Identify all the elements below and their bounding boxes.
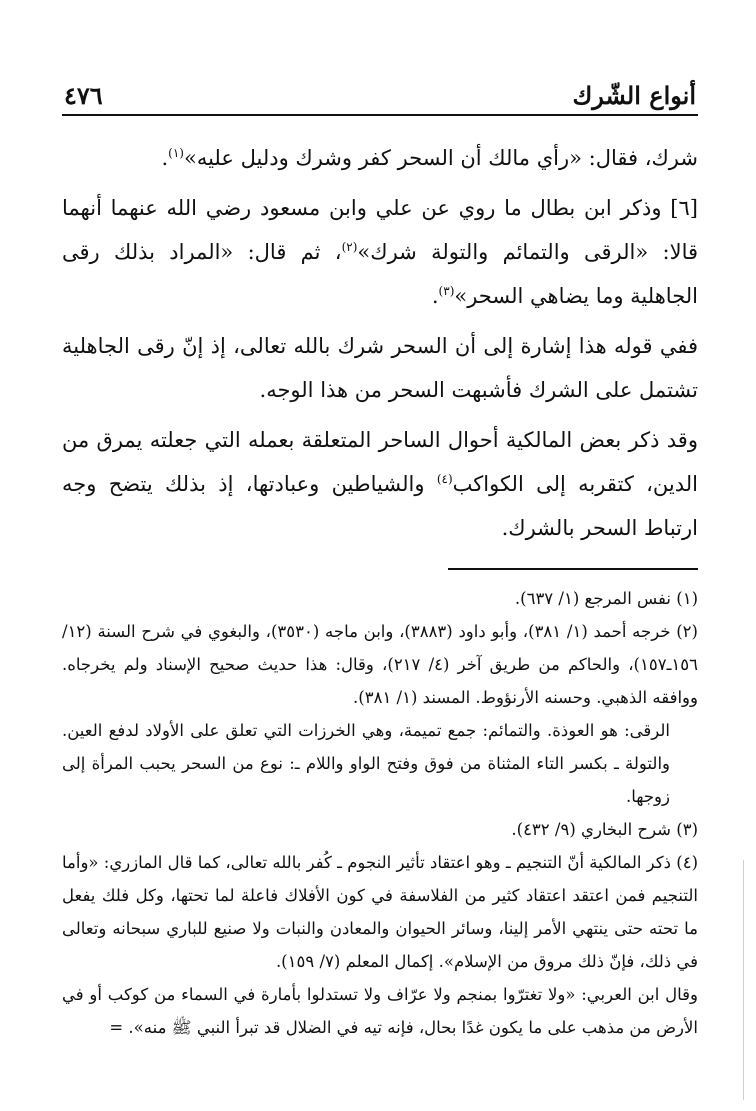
running-title: أنواع الشّرك: [572, 81, 696, 110]
paragraph-tail: .: [161, 146, 169, 170]
footnote-3: (٣) شرح البخاري (٩/ ٤٣٢).: [511, 820, 698, 839]
footnote-ref: (٢): [341, 240, 358, 254]
paragraph-4: [62, 418, 698, 550]
footnote-ref: (٤): [436, 472, 453, 486]
main-text: [62, 136, 698, 550]
paragraph-tail: والشياطين وعبادتها، إذ بذلك يتضح وجه ارتباط السحر بالشرك.: [62, 472, 698, 540]
footnote-separator: [448, 568, 698, 570]
book-page: [62, 78, 698, 1044]
footnote-2-gloss: الرقى: هو العوذة. والتمائم: جمع تميمة، وهي الخرزات التي تعلق على الأولاد لدفع العين. والتولة ـ بكسر التاء المثناة من فوق وفتح الواو واللام ـ: نوع من السحر يحبب المرأة إلى زوجها.: [62, 721, 670, 806]
paragraph-1: [62, 136, 698, 180]
page-header: [62, 78, 698, 116]
footnote-4: (٤) ذكر المالكية أنّ التنجيم ـ وهو اعتقاد تأثير النجوم ـ كُفر بالله تعالى، كما قال المازري: «وأما التنجيم فمن اعتقد اعتقاد كثير من الفلاسفة في كون الأفلاك فاعلة لما تحتها، وكل فلك يفعل ما تحته حتى ينتهي الأمر إلينا، وسائر الحيوان والمعادن والنبات ولا صنيع للباري سبحانه وتعالى في ذلك، فإنّ ذلك مروق من الإسلام». إكمال المعلم (٧/ ١٥٩).: [62, 853, 698, 971]
footnote-2: (٢) خرجه أحمد (١/ ٣٨١)، وأبو داود (٣٨٨٣)، وابن ماجه (٣٥٣٠)، والبغوي في شرح السنة (١٢/ ١٥٦ـ١٥٧)، والحاكم من طريق آخر (٤/ ٢١٧)، وقال: هذا حديث صحيح الإسناد ولم يخرجاه. ووافقه الذهبي. وحسنه الأرنؤوط. المسند (١/ ٣٨١).: [62, 622, 698, 707]
footnote-1: (١) نفس المرجع (١/ ٦٣٧).: [514, 589, 698, 608]
paragraph-tail: .: [431, 284, 439, 308]
paragraph-2: [62, 186, 698, 318]
paragraph-text: [٦] وذكر ابن بطال ما روي عن علي وابن مسعود رضي الله عنهما أنهما قالا: «الرقى والتمائم والتولة شرك»: [62, 196, 699, 264]
footnotes: [62, 582, 698, 1044]
paragraph-text: وقد ذكر بعض المالكية أحوال الساحر المتعلقة بعمله التي جعلته يمرق من الدين، كتقربه إلى الكواكب: [62, 428, 699, 496]
page-edge-line: [743, 860, 744, 1100]
paragraph-text: ففي قوله هذا إشارة إلى أن السحر شرك بالله تعالى، إذ إنّ رقى الجاهلية تشتمل على الشرك فأشبهت السحر من هذا الوجه.: [62, 334, 698, 402]
footnote-ref: (٣): [438, 284, 455, 298]
footnote-4-continued: وقال ابن العربي: «ولا تغترّوا بمنجم ولا عرّاف ولا تستدلوا بأمارة في السماء من كوكب أو في الأرض من مذهب على ما يكون غدًا بحال، فإنه تيه في الضلال قد تبرأ النبي ﷺ منه». =: [62, 985, 698, 1037]
page-number: ٤٧٦: [64, 81, 103, 110]
footnote-ref: (١): [168, 146, 184, 160]
paragraph-3: [62, 324, 698, 412]
paragraph-tail: ، ثم قال: «المراد بذلك رقى الجاهلية وما يضاهي السحر»: [62, 240, 698, 308]
paragraph-text: شرك، فقال: «رأي مالك أن السحر كفر وشرك ودليل عليه»: [183, 146, 698, 170]
